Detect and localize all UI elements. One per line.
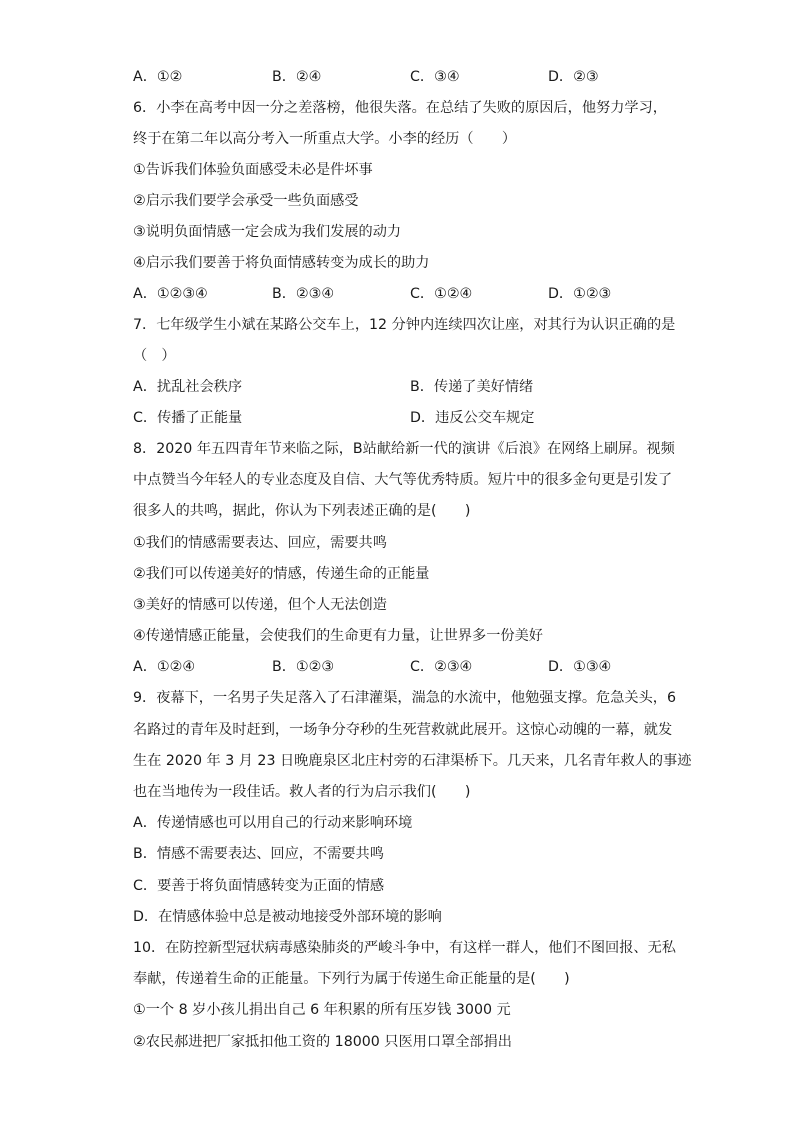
q7-option-c: C．传播了正能量 bbox=[133, 410, 243, 426]
q7-stem-line-1: 7．七年级学生小斌在某路公交车上，12 分钟内连续四次让座，对其行为认识正确的是 bbox=[133, 317, 676, 333]
q8-statement-1: ①我们的情感需要表达、回应，需要共鸣 bbox=[133, 535, 387, 551]
q6-statement-2: ②启示我们要学会承受一些负面感受 bbox=[133, 193, 359, 209]
q6-option-c: C．①②④ bbox=[410, 286, 473, 302]
q9-option-c: C．要善于将负面情感转变为正面的情感 bbox=[133, 878, 385, 894]
q8-option-b: B．①②③ bbox=[272, 659, 335, 675]
q8-statement-4: ④传递情感正能量，会使我们的生命更有力量，让世界多一份美好 bbox=[133, 628, 543, 644]
q6-statement-4: ④启示我们要善于将负面情感转变为成长的助力 bbox=[133, 255, 430, 271]
q6-stem-line-1: 6．小李在高考中因一分之差落榜，他很失落。在总结了失败的原因后，他努力学习， bbox=[133, 100, 667, 116]
q9-stem-line-4: 也在当地传为一段佳话。救人者的行为启示我们( ) bbox=[133, 784, 471, 800]
q9-stem-line-2: 名路过的青年及时赶到，一场争分夺秒的生死营救就此展开。这惊心动魄的一幕，就发 bbox=[133, 722, 673, 738]
q10-statement-1: ①一个 8 岁小孩儿捐出自己 6 年积累的所有压岁钱 3000 元 bbox=[133, 1002, 511, 1018]
q8-option-c: C．②③④ bbox=[410, 659, 473, 675]
q8-stem-line-3: 很多人的共鸣，据此，你认为下列表述正确的是( ) bbox=[133, 503, 471, 519]
q5-option-d: D．②③ bbox=[548, 69, 599, 85]
q7-option-a: A．扰乱社会秩序 bbox=[133, 379, 243, 395]
q8-statement-3: ③美好的情感可以传递，但个人无法创造 bbox=[133, 597, 387, 613]
q9-option-d: D．在情感体验中总是被动地接受外部环境的影响 bbox=[133, 909, 442, 925]
q10-statement-2: ②农民郝进把厂家抵扣他工资的 18000 只医用口罩全部捐出 bbox=[133, 1034, 512, 1050]
q10-stem-line-2: 奉献，传递着生命的正能量。下列行为属于传递生命正能量的是( ) bbox=[133, 971, 570, 987]
q6-option-d: D．①②③ bbox=[548, 286, 612, 302]
q6-option-b: B．②③④ bbox=[272, 286, 335, 302]
q7-option-d: D．违反公交车规定 bbox=[410, 410, 535, 426]
q8-statement-2: ②我们可以传递美好的情感，传递生命的正能量 bbox=[133, 566, 430, 582]
q8-option-d: D．①③④ bbox=[548, 659, 612, 675]
q8-option-a: A．①②④ bbox=[133, 659, 196, 675]
q9-stem-line-3: 生在 2020 年 3 月 23 日晚鹿泉区北庄村旁的石津渠桥下。几天来，几名青年救人的事迹 bbox=[133, 753, 692, 769]
q5-option-c: C．③④ bbox=[410, 69, 460, 85]
q7-stem-line-2: （ ） bbox=[133, 348, 176, 364]
q10-stem-line-1: 10．在防控新型冠状病毒感染肺炎的严峻斗争中，有这样一群人，他们不图回报、无私 bbox=[133, 940, 676, 956]
q6-statement-3: ③说明负面情感一定会成为我们发展的动力 bbox=[133, 224, 402, 240]
q8-stem-line-1: 8．2020 年五四青年节来临之际，B站献给新一代的演讲《后浪》在网络上刷屏。视频 bbox=[133, 441, 675, 457]
q7-option-b: B．传递了美好情绪 bbox=[410, 379, 534, 395]
q9-option-b: B．情感不需要表达、回应，不需要共鸣 bbox=[133, 846, 384, 862]
q9-option-a: A．传递情感也可以用自己的行动来影响环境 bbox=[133, 815, 413, 831]
q6-stem-line-2: 终于在第二年以高分考入一所重点大学。小李的经历（ ） bbox=[133, 131, 517, 147]
q5-option-b: B．②④ bbox=[272, 69, 322, 85]
q6-statement-1: ①告诉我们体验负面感受未必是件坏事 bbox=[133, 162, 373, 178]
q9-stem-line-1: 9．夜幕下，一名男子失足落入了石津灌渠，湍急的水流中，他勉强支撑。危急关头，6 bbox=[133, 690, 676, 706]
q5-option-a: A．①② bbox=[133, 69, 183, 85]
q6-option-a: A．①②③④ bbox=[133, 286, 208, 302]
q8-stem-line-2: 中点赞当今年轻人的专业态度及自信、大气等优秀特质。短片中的很多金句更是引发了 bbox=[133, 472, 673, 488]
